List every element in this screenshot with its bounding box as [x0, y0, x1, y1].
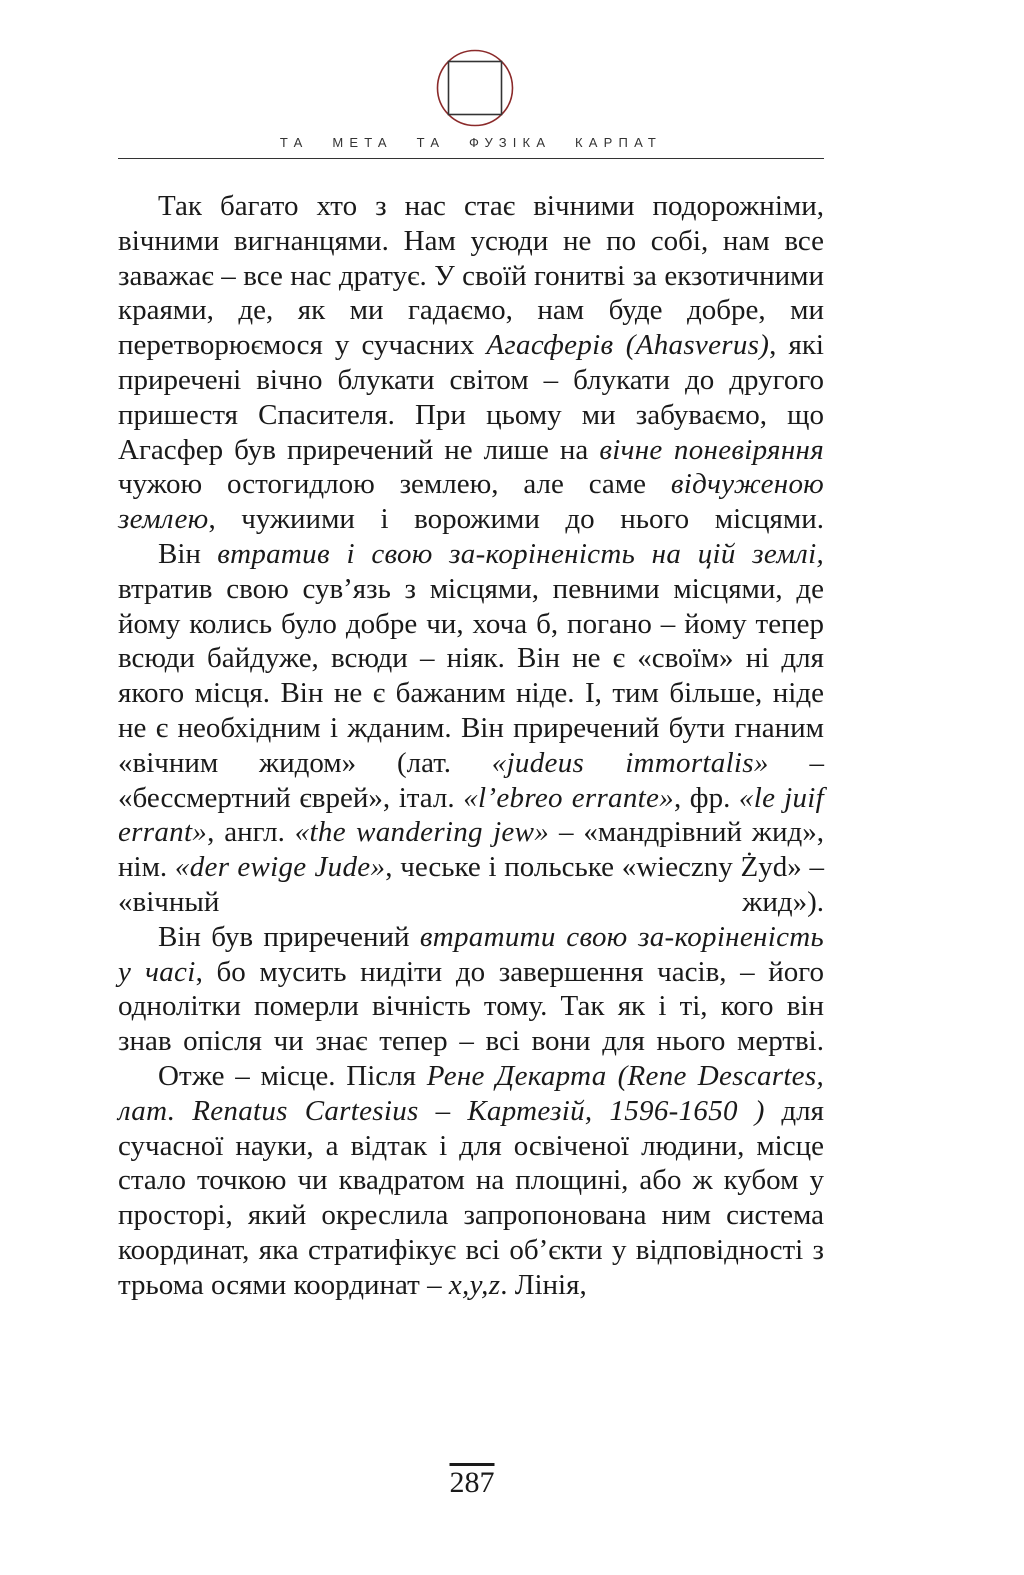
italic-run: «l’ebreo errante» — [463, 781, 674, 814]
page-number-text: 287 — [449, 1466, 495, 1499]
running-head-word: КАРПАТ — [575, 135, 663, 150]
text-run: , чеське і польське «wieczny Żyd» – «вічный жид»). — [118, 851, 824, 918]
running-head — [118, 135, 824, 150]
text-run: втратив свою сув’язь з місцями, певними місцями, де йому колись було добре чи, хоча б, погано – йому тепер всюди байдуже, всюди – ніяк. Він не є «своїм» ні для якого місця. Він не є бажаним ніде. І, тим більше, ніде не є необхідним і жданим. Він приречений бути гнаним «вічним жидом» (лат. — [118, 572, 824, 779]
italic-run: x,y,z — [448, 1268, 501, 1301]
italic-run: «judeus immortalis» — [491, 746, 769, 779]
running-head-word: МЕТА — [332, 135, 393, 150]
italic-run: Агасферів (Ahasverus) — [486, 329, 770, 362]
italic-run: вічне поневіряння — [599, 433, 824, 466]
text-run: – «бессмертний єврей», італ. — [118, 746, 824, 814]
paragraph — [118, 189, 824, 537]
text-run: Він був приречений — [158, 920, 420, 953]
italic-run: «le juif errant» — [118, 781, 825, 849]
italic-run: «the wandering jew» — [294, 816, 550, 849]
text-run: , які приречені вічно блукати світом – блукати до другого пришестя Спасителя. При цьому ми забуваємо, що Агасфер був приречений не лише на — [118, 329, 824, 466]
running-head-word: ФУЗІКА — [469, 135, 552, 150]
italic-run: «der ewige Jude» — [174, 851, 386, 884]
header-rule — [118, 158, 824, 159]
italic-run: втратив і свою за-коріненість на цій землі, — [217, 537, 824, 570]
paragraph — [118, 537, 824, 920]
italic-run: втратити свою за-коріненість у часі — [118, 920, 824, 988]
text-run: Він — [158, 537, 218, 570]
text-run: Так багато хто з нас стає вічними подорожніми, вічними вигнанцями. Нам усюди не по собі, нам все заважає – все нас дратує. У своїй гонитві за екзотичними краями, де, як ми гадаємо, нам буде добре, ми перетворюємося у сучасних — [118, 190, 824, 362]
text-run: , бо мусить нидіти до завершення часів, – його однолітки померли вічність тому. Так як і ті, кого він знав опісля чи знає тепер – всі вони для нього мертві. — [118, 955, 824, 1058]
main-text — [118, 189, 824, 1303]
paragraph — [118, 1059, 824, 1303]
text-run: чужою остогидлою землею, але саме — [118, 468, 671, 501]
italic-run: відчуженою землею — [118, 468, 824, 536]
text-run: , англ. — [207, 816, 295, 849]
running-head-word: ТА — [279, 135, 309, 150]
text-run: , чужиими і ворожими до нього місцями. — [208, 503, 824, 536]
text-run: , фр. — [673, 781, 739, 814]
page-number — [0, 1466, 944, 1500]
circle-square-emblem-icon — [435, 48, 515, 128]
text-run: Отже – місце. Після — [158, 1059, 427, 1092]
text-run: для сучасної науки, а відтак і для освіченої людини, місце стало точкою чи квадратом на площині, або ж кубом у просторі, який окреслила запропонована ним система координат, яка стратифікує всі об’єкти у відповідності з трьома осями координат – — [118, 1094, 824, 1301]
paragraph — [118, 920, 824, 1059]
italic-run: Рене Декарта (Rene Descartes, лат. Renatus Cartesius – Картезій, 1596-1650 ) — [118, 1059, 824, 1127]
text-run: . Лінія, — [500, 1268, 587, 1301]
running-head-word: ТА — [416, 135, 446, 150]
text-run: – «мандрівний жид», нім. — [118, 816, 824, 884]
